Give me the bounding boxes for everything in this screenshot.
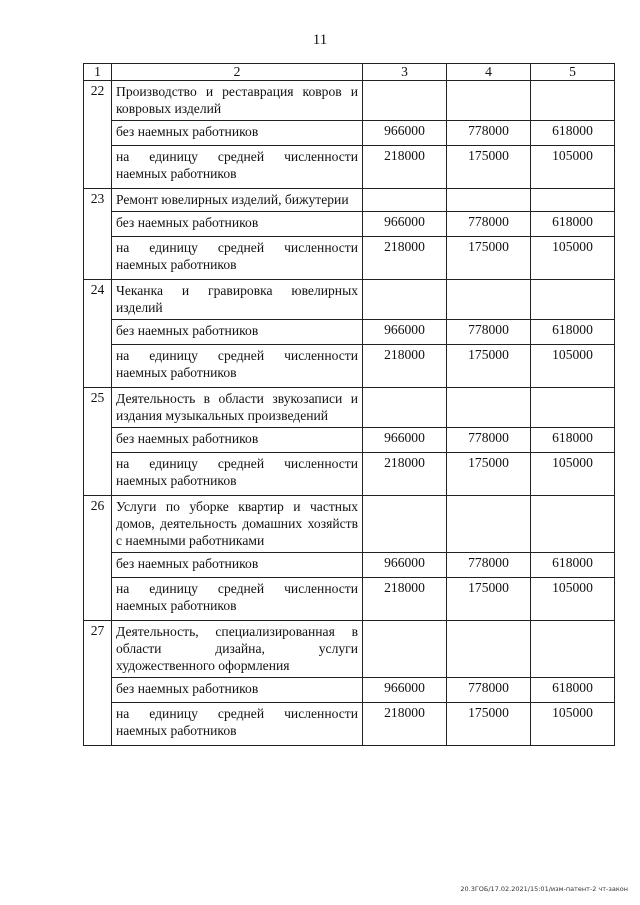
row-number: 25	[84, 388, 112, 496]
row-number: 26	[84, 496, 112, 621]
row-label: на единицу средней численности наемных работников	[112, 237, 363, 280]
value-col-5: 105000	[531, 578, 615, 621]
empty-cell	[363, 496, 447, 553]
table-row	[84, 428, 615, 453]
row-label: без наемных работников	[112, 428, 363, 453]
value-col-3: 966000	[363, 212, 447, 237]
row-label: на единицу средней численности наемных работников	[112, 578, 363, 621]
value-col-3: 218000	[363, 578, 447, 621]
table-row	[84, 553, 615, 578]
header-col-1: 1	[84, 64, 112, 81]
empty-cell	[447, 189, 531, 212]
group-title-row	[84, 280, 615, 320]
activity-name: Чеканка и гравировка ювелирных изделий	[112, 280, 363, 320]
row-number: 27	[84, 621, 112, 746]
value-col-4: 175000	[447, 703, 531, 746]
value-col-4: 778000	[447, 553, 531, 578]
row-label: без наемных работников	[112, 121, 363, 146]
empty-cell	[363, 388, 447, 428]
table-row	[84, 146, 615, 189]
empty-cell	[363, 189, 447, 212]
empty-cell	[531, 388, 615, 428]
row-number: 24	[84, 280, 112, 388]
empty-cell	[447, 280, 531, 320]
empty-cell	[531, 280, 615, 320]
value-col-3: 966000	[363, 553, 447, 578]
value-col-4: 778000	[447, 678, 531, 703]
header-col-4: 4	[447, 64, 531, 81]
empty-cell	[447, 388, 531, 428]
row-label: на единицу средней численности наемных работников	[112, 453, 363, 496]
value-col-3: 218000	[363, 345, 447, 388]
activity-name: Ремонт ювелирных изделий, бижутерии	[112, 189, 363, 212]
value-col-3: 218000	[363, 237, 447, 280]
empty-cell	[447, 621, 531, 678]
table-row	[84, 453, 615, 496]
empty-cell	[447, 496, 531, 553]
document-footer: 20.3ГОБ/17.02.2021/15:01/изм-патент-2 чт-закон	[460, 885, 628, 893]
row-label: без наемных работников	[112, 212, 363, 237]
table-row	[84, 703, 615, 746]
row-label: без наемных работников	[112, 678, 363, 703]
value-col-4: 778000	[447, 428, 531, 453]
value-col-5: 618000	[531, 678, 615, 703]
activity-name: Услуги по уборке квартир и частных домов, деятельность домашних хозяйств с наемными работниками	[112, 496, 363, 553]
activity-name: Деятельность в области звукозаписи и издания музыкальных произведений	[112, 388, 363, 428]
row-number: 23	[84, 189, 112, 280]
empty-cell	[531, 496, 615, 553]
value-col-5: 618000	[531, 428, 615, 453]
group-title-row	[84, 81, 615, 121]
row-label: на единицу средней численности наемных работников	[112, 703, 363, 746]
tariff-table	[83, 63, 615, 746]
page-number: 11	[312, 32, 328, 48]
value-col-4: 778000	[447, 320, 531, 345]
value-col-5: 618000	[531, 553, 615, 578]
value-col-4: 175000	[447, 453, 531, 496]
value-col-4: 175000	[447, 146, 531, 189]
value-col-3: 966000	[363, 121, 447, 146]
table-row	[84, 212, 615, 237]
empty-cell	[363, 280, 447, 320]
value-col-3: 966000	[363, 428, 447, 453]
value-col-5: 618000	[531, 212, 615, 237]
empty-cell	[447, 81, 531, 121]
group-title-row	[84, 496, 615, 553]
activity-name: Деятельность, специализированная в области дизайна, услуги художественного оформления	[112, 621, 363, 678]
table-row	[84, 578, 615, 621]
header-col-3: 3	[363, 64, 447, 81]
empty-cell	[531, 189, 615, 212]
table-row	[84, 121, 615, 146]
value-col-4: 175000	[447, 237, 531, 280]
empty-cell	[531, 81, 615, 121]
value-col-4: 778000	[447, 121, 531, 146]
value-col-5: 618000	[531, 320, 615, 345]
row-label: без наемных работников	[112, 553, 363, 578]
header-col-5: 5	[531, 64, 615, 81]
table-header-row	[84, 64, 615, 81]
row-number: 22	[84, 81, 112, 189]
table-row	[84, 345, 615, 388]
value-col-3: 966000	[363, 678, 447, 703]
empty-cell	[363, 621, 447, 678]
row-label: на единицу средней численности наемных работников	[112, 146, 363, 189]
row-label: на единицу средней численности наемных работников	[112, 345, 363, 388]
header-col-2: 2	[112, 64, 363, 81]
value-col-3: 966000	[363, 320, 447, 345]
value-col-5: 618000	[531, 121, 615, 146]
value-col-3: 218000	[363, 146, 447, 189]
table-row	[84, 320, 615, 345]
value-col-3: 218000	[363, 703, 447, 746]
value-col-4: 175000	[447, 578, 531, 621]
value-col-5: 105000	[531, 146, 615, 189]
value-col-3: 218000	[363, 453, 447, 496]
row-label: без наемных работников	[112, 320, 363, 345]
empty-cell	[531, 621, 615, 678]
value-col-5: 105000	[531, 703, 615, 746]
value-col-5: 105000	[531, 453, 615, 496]
value-col-4: 175000	[447, 345, 531, 388]
group-title-row	[84, 388, 615, 428]
group-title-row	[84, 621, 615, 678]
table-row	[84, 237, 615, 280]
empty-cell	[363, 81, 447, 121]
value-col-4: 778000	[447, 212, 531, 237]
group-title-row	[84, 189, 615, 212]
value-col-5: 105000	[531, 345, 615, 388]
table-row	[84, 678, 615, 703]
value-col-5: 105000	[531, 237, 615, 280]
activity-name: Производство и реставрация ковров и ковровых изделий	[112, 81, 363, 121]
